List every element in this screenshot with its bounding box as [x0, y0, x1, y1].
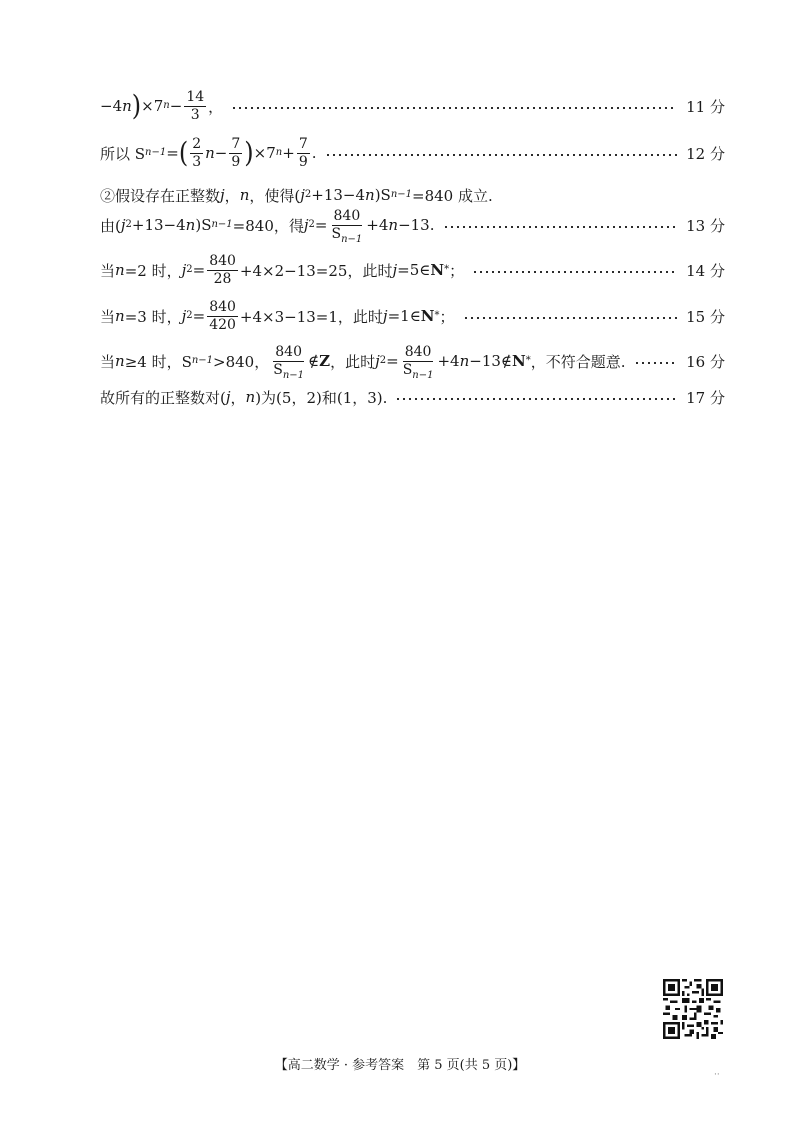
- text: +4: [437, 352, 460, 370]
- text: =1∈: [387, 307, 421, 325]
- var-j: j: [220, 186, 225, 204]
- solution-line-7: [100, 341, 725, 381]
- text: )S: [195, 216, 212, 234]
- text: 所以 S: [100, 144, 146, 163]
- equals: =: [192, 261, 206, 279]
- denominator: 9: [231, 153, 241, 170]
- var-n: n: [365, 186, 375, 204]
- fraction-840-s: [401, 343, 436, 381]
- var-n: n: [185, 216, 196, 234]
- text: +13−4: [311, 186, 366, 204]
- var-n: n: [115, 261, 125, 279]
- expression: 当 n =2 时， j 2 = $\frac{840}{28}$ +4×2−13=25，此时 j =5∈ N * ；: [100, 252, 465, 287]
- score-label: 12 分: [686, 144, 725, 163]
- dot-leader: [634, 362, 677, 364]
- text: ，此时: [330, 352, 376, 371]
- score-label: 15 分: [686, 307, 725, 326]
- solution-line-6: [100, 296, 725, 336]
- text: +4×3−13=1，此时: [239, 307, 383, 326]
- text: −13.: [398, 216, 435, 234]
- subscript: n−1: [412, 369, 434, 381]
- denominator: 9: [298, 153, 308, 170]
- equals: =: [314, 216, 328, 234]
- solution-line-2: [100, 133, 725, 173]
- fraction-840-s: [329, 207, 364, 245]
- equals: =: [166, 144, 179, 162]
- denominator: 3: [190, 106, 200, 123]
- expression: 所以 S n−1 = ( $\frac{2}{3}$ n − $\frac{7}{9}$ ) ×7 n + $\frac{7}{9}$ .: [100, 135, 317, 170]
- text: >840，: [213, 352, 270, 371]
- subscript: n−1: [282, 369, 305, 381]
- minus: −: [214, 144, 228, 162]
- paren-close: ): [244, 136, 254, 170]
- denominator: [271, 361, 306, 381]
- text: ×7: [141, 97, 164, 115]
- denominator: 28: [213, 270, 232, 287]
- denominator: [401, 361, 436, 381]
- dot-leader: [463, 317, 677, 319]
- var-n: n: [245, 388, 256, 406]
- text: −4: [100, 97, 123, 115]
- expression: [100, 387, 387, 408]
- denominator: 420: [209, 316, 236, 333]
- set-N: N: [420, 307, 435, 325]
- fraction-840-420: [207, 300, 238, 332]
- text: +4: [366, 216, 389, 234]
- numerator: 840: [333, 207, 361, 224]
- var-n: n: [115, 352, 125, 370]
- numerator: 840: [275, 343, 302, 360]
- text: S: [402, 361, 413, 378]
- solution-line-4: [100, 205, 725, 245]
- qr-code-icon: [663, 979, 723, 1039]
- semicolon: ；: [449, 261, 465, 280]
- not-in: ∉: [308, 352, 320, 370]
- text: ，不符合题意.: [530, 352, 626, 371]
- numerator: 840: [404, 343, 432, 360]
- semicolon: ；: [439, 307, 455, 326]
- expression: ②假设存在正整数 j ， n ，使得( j 2 +13−4 n )S n−1 =840 成立.: [100, 186, 493, 205]
- comma: ，: [230, 388, 246, 407]
- text: 故所有的正整数对(: [100, 388, 226, 407]
- expression: 当 n ≥4 时，S n−1 >840， $\frac{840}{S_{n-1}}$ ∉ Z ，此时 j 2 = $\frac{840}{S_{n-1}}$ +4 n −13∉ N * ，不符合题意.: [100, 343, 626, 381]
- var-j: j: [375, 352, 380, 370]
- expression-tail: −4 n ) ×7 n − $\frac{14}{3}$ ，: [100, 88, 224, 123]
- dot-leader: [325, 154, 677, 156]
- plus: +: [282, 144, 295, 162]
- solution-line-8: [100, 377, 725, 417]
- dot-leader: [395, 398, 677, 400]
- var-n: n: [115, 307, 125, 325]
- expression: 由( j 2 +13−4 n )S n−1 =840，得 j 2 = $\frac{840}{S_{n-1}}$ +4 n −13.: [100, 207, 435, 245]
- var-n: n: [122, 97, 132, 115]
- text: ②假设存在正整数: [100, 186, 221, 205]
- numerator: 14: [186, 88, 205, 105]
- var-n: n: [205, 144, 215, 162]
- var-j: j: [300, 186, 305, 204]
- fraction-2-3: [190, 137, 203, 169]
- equals: =: [192, 307, 206, 325]
- text: )S: [374, 186, 391, 204]
- period: .: [311, 144, 317, 162]
- text: −13∉: [469, 352, 513, 370]
- fraction-7-9: [297, 137, 310, 169]
- var-n: n: [239, 186, 250, 204]
- text: 当: [100, 261, 116, 280]
- text: =840 成立.: [412, 186, 493, 205]
- subscript: n−1: [341, 233, 363, 245]
- score-label: 11 分: [686, 97, 725, 116]
- var-n: n: [388, 216, 399, 234]
- numerator: 2: [192, 135, 202, 152]
- text: 当: [100, 307, 116, 326]
- text: =2 时，: [124, 261, 182, 280]
- var-n: n: [459, 352, 470, 370]
- expression: 当 n =3 时， j 2 = $\frac{840}{420}$ +4×3−13=1，此时 j =1∈ N * ；: [100, 298, 455, 333]
- var-j: j: [225, 388, 231, 406]
- comma: ，: [208, 97, 224, 116]
- dot-leader: [443, 226, 678, 228]
- text: S: [273, 361, 283, 378]
- score-label: 17 分: [686, 388, 725, 407]
- comma: ，: [224, 186, 240, 205]
- var-j: j: [382, 307, 388, 325]
- var-j: j: [181, 261, 187, 279]
- text: 由(: [100, 216, 121, 235]
- text: +13−4: [131, 216, 186, 234]
- minus: −: [169, 97, 183, 115]
- text: )为(5，2)和(1，3).: [255, 388, 388, 407]
- text: +4×2−13=25，此时: [239, 261, 393, 280]
- var-j: j: [303, 216, 309, 234]
- numerator: 840: [209, 298, 236, 315]
- set-N: N: [430, 261, 445, 279]
- solution-line-1: [100, 86, 725, 126]
- set-Z: Z: [319, 352, 331, 370]
- score-label: 14 分: [686, 261, 725, 280]
- text: =5∈: [397, 261, 431, 279]
- paren-open: (: [178, 136, 189, 170]
- equals: =: [386, 352, 399, 370]
- denominator: 3: [192, 153, 202, 170]
- numerator: 7: [298, 135, 308, 152]
- text: =3 时，: [124, 307, 182, 326]
- corner-mark: ··: [714, 1070, 720, 1080]
- text: ×7: [253, 144, 276, 162]
- numerator: 7: [231, 135, 241, 152]
- score-label: 13 分: [686, 216, 725, 235]
- text: 当: [100, 352, 116, 371]
- fraction-840-s: [271, 343, 306, 381]
- var-j: j: [181, 307, 187, 325]
- dot-leader: [231, 107, 677, 109]
- var-j: j: [392, 261, 398, 279]
- fraction-840-28: [207, 254, 238, 286]
- solution-line-5: [100, 250, 725, 290]
- paren-close: ): [131, 89, 142, 123]
- text: S: [331, 225, 342, 242]
- fraction-7-9: [229, 137, 242, 169]
- dot-leader: [472, 271, 677, 273]
- var-j: j: [120, 216, 126, 234]
- text: ，使得(: [249, 186, 301, 205]
- numerator: 840: [209, 252, 236, 269]
- text: ≥4 时，S: [124, 352, 192, 371]
- denominator: [329, 225, 364, 245]
- fraction-14-3: [184, 90, 206, 122]
- page-footer: 【高二数学 · 参考答案 第 5 页(共 5 页)】: [274, 1058, 526, 1073]
- score-label: 16 分: [686, 352, 725, 371]
- text: =840，得: [232, 216, 304, 235]
- set-N: N: [512, 352, 526, 370]
